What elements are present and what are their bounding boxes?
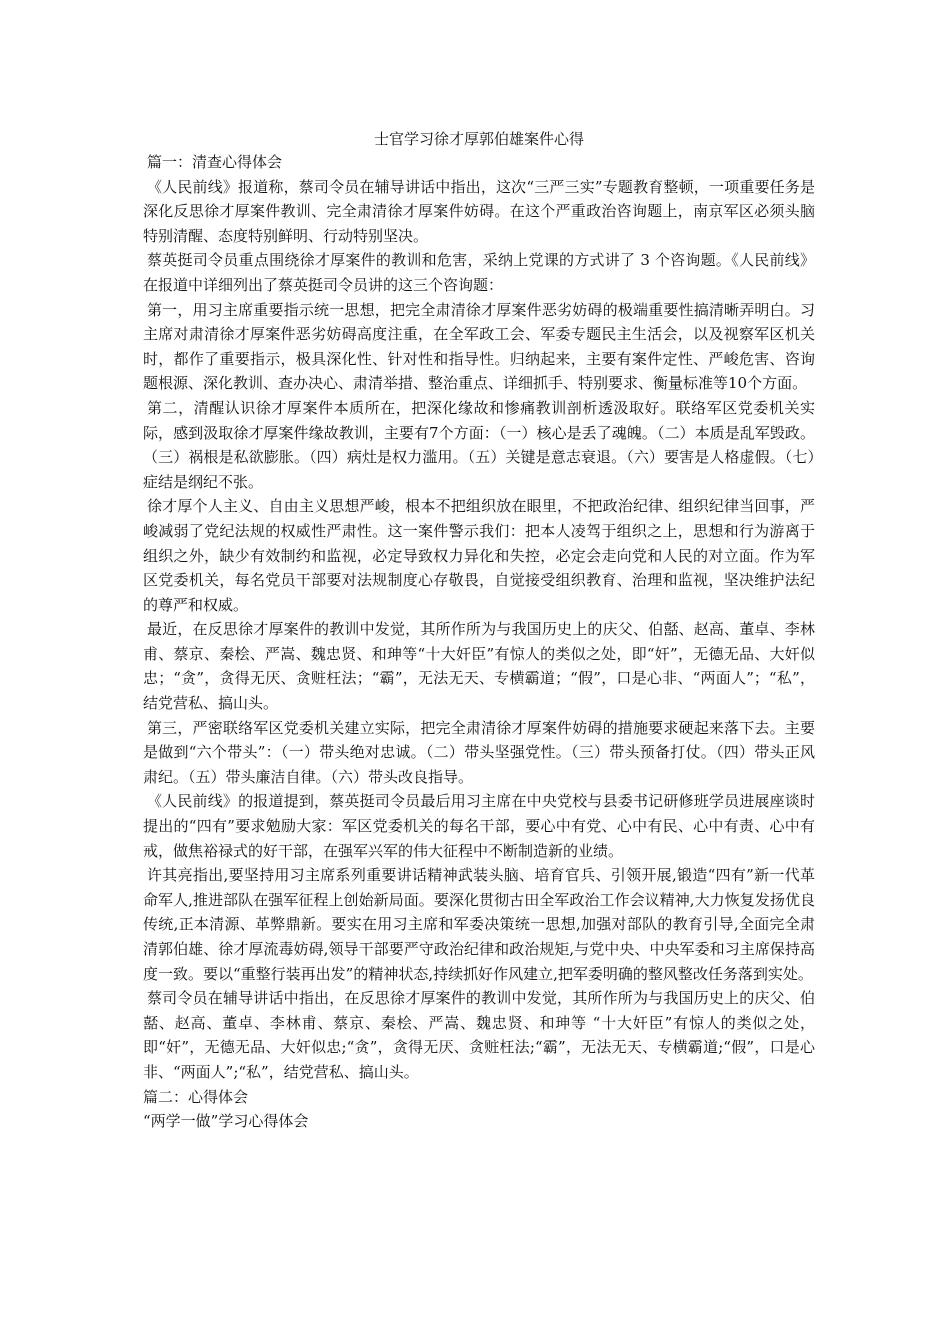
paragraph: 《人民前线》报道称，蔡司令员在辅导讲话中指出，这次“三严三实”专题教育整顿，一项重要任务是深化反思徐才厚案件教训、完全肃清徐才厚案件妨碍。在这个严重政治咨询题上，南京军区必须头脑特别清醒、态度特别鲜明、行动特别坚决。: [143, 177, 815, 245]
paragraph: 蔡司令员在辅导讲话中指出，在反思徐才厚案件的教训中发觉，其所作所为与我国历史上的庆父、伯嚭、赵高、董卓、李林甫、蔡京、秦桧、严嵩、魏忠贤、和珅等 “十大奸臣”有惊人的类似之处，即“奸”，无德无品、大奸似忠;“贪”，贪得无厌、贪赃枉法;“霸”，无法无天、专横霸道;“假”，口是心非、“两面人”;“私”，结党营私、搞山头。: [143, 989, 815, 1081]
document-title: 士官学习徐才厚郭伯雄案件心得: [373, 130, 584, 148]
paragraph: 徐才厚个人主义、自由主义思想严峻，根本不把组织放在眼里，不把政治纪律、组织纪律当回事，严峻减弱了党纪法规的权威性严肃性。这一案件警示我们：把本人凌驾于组织之上，思想和行为游离于组织之外，缺少有效制约和监视，必定导致权力异化和失控，必定会走向党和人民的对立面。作为军区党委机关，每名党员干部要对法规制度心存敬畏，自觉接受组织教育、治理和监视，坚决维护法纪的尊严和权威。: [143, 497, 815, 614]
paragraph: 最近，在反思徐才厚案件的教训中发觉，其所作所为与我国历史上的庆父、伯嚭、赵高、董卓、李林甫、蔡京、秦桧、严嵩、魏忠贤、和珅等“十大奸臣”有惊人的类似之处，即“奸”，无德无品、大奸似忠；“贪”，贪得无厌、贪赃枉法；“霸”，无法无天、专横霸道；“假”，口是心非、“两面人”；“私”，结党营私、搞山头。: [143, 620, 815, 713]
paragraph: 第二，清醒认识徐才厚案件本质所在，把深化缘故和惨痛教训剖析透汲取好。联络军区党委机关实际，感到汲取徐才厚案件缘故教训，主要有7个方面：（一）核心是丢了魂魄。（二）本质是乱军毁政。（三）祸根是私欲膨胀。（四）病灶是权力滥用。（五）关键是意志衰退。（六）要害是人格虚假。（七）症结是纲纪不张。: [143, 398, 815, 491]
paragraph: 第一，用习主席重要指示统一思想，把完全肃清徐才厚案件恶劣妨碍的极端重要性搞清晰弄明白。习主席对肃清徐才厚案件恶劣妨碍高度注重，在全军政工会、军委专题民主生活会，以及视察军区机关时，都作了重要指示，极具深化性、针对性和指导性。归纳起来，主要有案件定性、严峻危害、咨询题根源、深化教训、查办决心、肃清举措、整治重点、详细抓手、特别要求、衡量标准等10个方面。: [143, 300, 815, 393]
document-page: [143, 128, 815, 1134]
paragraph: 蔡英挺司令员重点围绕徐才厚案件的教训和危害，采纳上党课的方式讲了 3 个咨询题。《人民前线》在报道中详细列出了蔡英挺司令员讲的这三个咨询题：: [143, 251, 815, 294]
paragraph: “两学一做”学习心得体会: [143, 1112, 309, 1131]
section-heading-2: 篇二：心得体会: [143, 1087, 249, 1106]
section-heading-1: 篇一：清查心得体会: [147, 153, 283, 171]
paragraph: 许其亮指出,要坚持用习主席系列重要讲话精神武装头脑、培育官兵、引领开展,锻造“四有”新一代革命军人,推进部队在强军征程上创始新局面。要深化贯彻古田全军政治工作会议精神,大力恢复发扬优良传统,正本清源、革弊鼎新。要实在用习主席和军委决策统一思想,加强对部队的教育引导,全面完全肃清郭伯雄、徐才厚流毒妨碍,领导干部要严守政治纪律和政治规矩,与党中央、中央军委和习主席保持高度一致。要以“重整行装再出发”的精神状态,持续抓好作风建立,把军委明确的整风整改任务落到实处。: [143, 866, 815, 983]
paragraph: 《人民前线》的报道提到，蔡英挺司令员最后用习主席在中央党校与县委书记研修班学员进展座谈时提出的“四有”要求勉励大家：军区党委机关的每名干部，要心中有党、心中有民、心中有责、心中有戒，做焦裕禄式的好干部，在强军兴军的伟大征程中不断制造新的业绩。: [143, 792, 815, 860]
paragraph: 第三，严密联络军区党委机关建立实际，把完全肃清徐才厚案件妨碍的措施要求硬起来落下去。主要是做到“六个带头”：（一）带头绝对忠诚。（二）带头坚强党性。（三）带头预备打仗。（四）带头正风肃纪。（五）带头廉洁自律。（六）带头改良指导。: [143, 718, 815, 786]
